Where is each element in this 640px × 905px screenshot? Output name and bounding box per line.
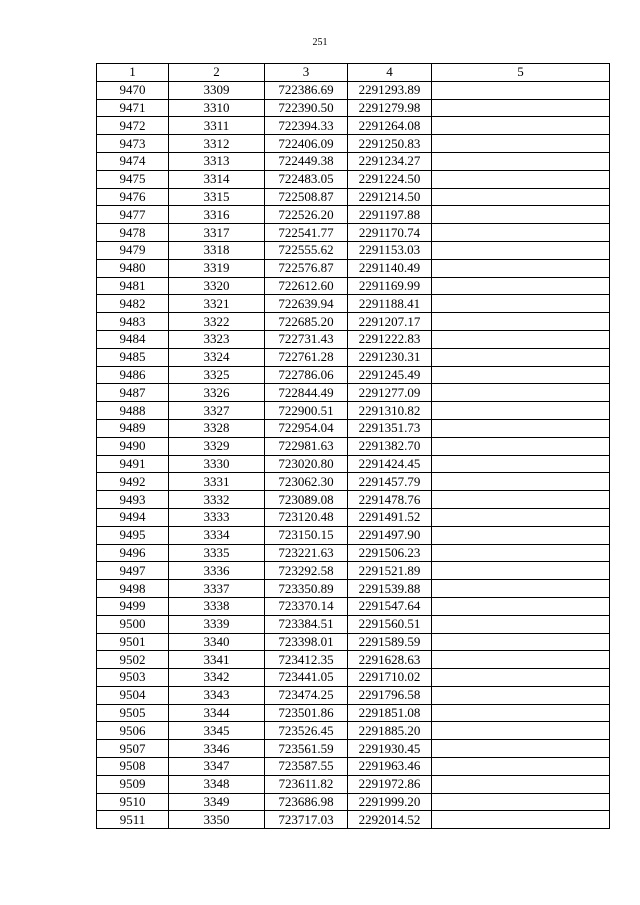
column-header-4: 4 <box>348 64 432 82</box>
point-id-cell: 9482 <box>97 295 169 313</box>
table-row <box>97 170 610 188</box>
x-coordinate-cell: 723020.80 <box>265 455 348 473</box>
point-number-cell: 3327 <box>169 402 265 420</box>
note-cell <box>432 526 610 544</box>
point-number-cell: 3337 <box>169 580 265 598</box>
table-row <box>97 651 610 669</box>
x-coordinate-cell: 722483.05 <box>265 170 348 188</box>
y-coordinate-cell: 2291293.89 <box>348 81 432 99</box>
point-id-cell: 9499 <box>97 597 169 615</box>
y-coordinate-cell: 2291169.99 <box>348 277 432 295</box>
x-coordinate-cell: 722449.38 <box>265 152 348 170</box>
point-id-cell: 9508 <box>97 758 169 776</box>
y-coordinate-cell: 2291351.73 <box>348 419 432 437</box>
y-coordinate-cell: 2291140.49 <box>348 259 432 277</box>
point-id-cell: 9472 <box>97 117 169 135</box>
x-coordinate-cell: 722394.33 <box>265 117 348 135</box>
table-row <box>97 526 610 544</box>
x-coordinate-cell: 723292.58 <box>265 562 348 580</box>
table-row <box>97 99 610 117</box>
point-number-cell: 3335 <box>169 544 265 562</box>
note-cell <box>432 597 610 615</box>
y-coordinate-cell: 2291153.03 <box>348 241 432 259</box>
point-number-cell: 3341 <box>169 651 265 669</box>
point-number-cell: 3322 <box>169 313 265 331</box>
y-coordinate-cell: 2291796.58 <box>348 686 432 704</box>
y-coordinate-cell: 2291628.63 <box>348 651 432 669</box>
x-coordinate-cell: 723587.55 <box>265 758 348 776</box>
table-row <box>97 722 610 740</box>
x-coordinate-cell: 723441.05 <box>265 669 348 687</box>
y-coordinate-cell: 2291382.70 <box>348 437 432 455</box>
point-id-cell: 9489 <box>97 419 169 437</box>
point-id-cell: 9507 <box>97 740 169 758</box>
note-cell <box>432 580 610 598</box>
column-header-5: 5 <box>432 64 610 82</box>
point-number-cell: 3329 <box>169 437 265 455</box>
point-number-cell: 3326 <box>169 384 265 402</box>
point-id-cell: 9504 <box>97 686 169 704</box>
note-cell <box>432 241 610 259</box>
table-row <box>97 633 610 651</box>
x-coordinate-cell: 722406.09 <box>265 135 348 153</box>
table-row <box>97 330 610 348</box>
y-coordinate-cell: 2291230.31 <box>348 348 432 366</box>
table-row <box>97 615 610 633</box>
y-coordinate-cell: 2291930.45 <box>348 740 432 758</box>
x-coordinate-cell: 723611.82 <box>265 775 348 793</box>
x-coordinate-cell: 722639.94 <box>265 295 348 313</box>
x-coordinate-cell: 723526.45 <box>265 722 348 740</box>
point-id-cell: 9470 <box>97 81 169 99</box>
coordinates-table <box>96 63 610 829</box>
y-coordinate-cell: 2291885.20 <box>348 722 432 740</box>
point-id-cell: 9494 <box>97 508 169 526</box>
point-id-cell: 9487 <box>97 384 169 402</box>
note-cell <box>432 758 610 776</box>
note-cell <box>432 562 610 580</box>
column-header-1: 1 <box>97 64 169 82</box>
x-coordinate-cell: 722761.28 <box>265 348 348 366</box>
point-number-cell: 3318 <box>169 241 265 259</box>
y-coordinate-cell: 2291214.50 <box>348 188 432 206</box>
table-row <box>97 259 610 277</box>
point-id-cell: 9471 <box>97 99 169 117</box>
point-id-cell: 9503 <box>97 669 169 687</box>
column-header-2: 2 <box>169 64 265 82</box>
point-id-cell: 9493 <box>97 491 169 509</box>
note-cell <box>432 722 610 740</box>
table-row <box>97 402 610 420</box>
point-number-cell: 3310 <box>169 99 265 117</box>
point-number-cell: 3342 <box>169 669 265 687</box>
point-id-cell: 9474 <box>97 152 169 170</box>
table-row <box>97 419 610 437</box>
point-number-cell: 3330 <box>169 455 265 473</box>
page-number: 251 <box>312 37 328 48</box>
note-cell <box>432 633 610 651</box>
note-cell <box>432 704 610 722</box>
note-cell <box>432 348 610 366</box>
x-coordinate-cell: 723221.63 <box>265 544 348 562</box>
note-cell <box>432 330 610 348</box>
y-coordinate-cell: 2292014.52 <box>348 811 432 829</box>
table-row <box>97 704 610 722</box>
point-number-cell: 3325 <box>169 366 265 384</box>
note-cell <box>432 437 610 455</box>
point-id-cell: 9477 <box>97 206 169 224</box>
x-coordinate-cell: 723350.89 <box>265 580 348 598</box>
x-coordinate-cell: 723370.14 <box>265 597 348 615</box>
note-cell <box>432 99 610 117</box>
point-number-cell: 3333 <box>169 508 265 526</box>
point-id-cell: 9478 <box>97 224 169 242</box>
table-row <box>97 348 610 366</box>
x-coordinate-cell: 722526.20 <box>265 206 348 224</box>
point-number-cell: 3331 <box>169 473 265 491</box>
point-number-cell: 3311 <box>169 117 265 135</box>
note-cell <box>432 188 610 206</box>
table-row <box>97 384 610 402</box>
y-coordinate-cell: 2291547.64 <box>348 597 432 615</box>
x-coordinate-cell: 723120.48 <box>265 508 348 526</box>
table-row <box>97 206 610 224</box>
point-id-cell: 9473 <box>97 135 169 153</box>
note-cell <box>432 775 610 793</box>
note-cell <box>432 473 610 491</box>
x-coordinate-cell: 723384.51 <box>265 615 348 633</box>
point-id-cell: 9510 <box>97 793 169 811</box>
note-cell <box>432 81 610 99</box>
y-coordinate-cell: 2291197.88 <box>348 206 432 224</box>
table-row <box>97 152 610 170</box>
point-id-cell: 9511 <box>97 811 169 829</box>
point-number-cell: 3328 <box>169 419 265 437</box>
note-cell <box>432 811 610 829</box>
table-row <box>97 758 610 776</box>
x-coordinate-cell: 723412.35 <box>265 651 348 669</box>
x-coordinate-cell: 722541.77 <box>265 224 348 242</box>
note-cell <box>432 669 610 687</box>
y-coordinate-cell: 2291972.86 <box>348 775 432 793</box>
note-cell <box>432 615 610 633</box>
point-id-cell: 9498 <box>97 580 169 598</box>
table-header-row <box>97 64 610 82</box>
point-id-cell: 9490 <box>97 437 169 455</box>
point-number-cell: 3314 <box>169 170 265 188</box>
point-id-cell: 9505 <box>97 704 169 722</box>
note-cell <box>432 313 610 331</box>
point-number-cell: 3349 <box>169 793 265 811</box>
note-cell <box>432 170 610 188</box>
note-cell <box>432 491 610 509</box>
note-cell <box>432 384 610 402</box>
y-coordinate-cell: 2291560.51 <box>348 615 432 633</box>
note-cell <box>432 686 610 704</box>
table-row <box>97 775 610 793</box>
point-number-cell: 3346 <box>169 740 265 758</box>
point-number-cell: 3319 <box>169 259 265 277</box>
y-coordinate-cell: 2291224.50 <box>348 170 432 188</box>
note-cell <box>432 117 610 135</box>
table-row <box>97 241 610 259</box>
note-cell <box>432 544 610 562</box>
note-cell <box>432 651 610 669</box>
point-id-cell: 9506 <box>97 722 169 740</box>
point-number-cell: 3343 <box>169 686 265 704</box>
point-id-cell: 9485 <box>97 348 169 366</box>
point-id-cell: 9479 <box>97 241 169 259</box>
y-coordinate-cell: 2291424.45 <box>348 455 432 473</box>
x-coordinate-cell: 722576.87 <box>265 259 348 277</box>
table-row <box>97 580 610 598</box>
table-row <box>97 562 610 580</box>
x-coordinate-cell: 722386.69 <box>265 81 348 99</box>
point-number-cell: 3332 <box>169 491 265 509</box>
y-coordinate-cell: 2291222.83 <box>348 330 432 348</box>
table-row <box>97 597 610 615</box>
note-cell <box>432 402 610 420</box>
table-row <box>97 491 610 509</box>
x-coordinate-cell: 723561.59 <box>265 740 348 758</box>
x-coordinate-cell: 722844.49 <box>265 384 348 402</box>
column-header-3: 3 <box>265 64 348 82</box>
table-row <box>97 473 610 491</box>
note-cell <box>432 295 610 313</box>
x-coordinate-cell: 722900.51 <box>265 402 348 420</box>
y-coordinate-cell: 2291457.79 <box>348 473 432 491</box>
y-coordinate-cell: 2291279.98 <box>348 99 432 117</box>
point-id-cell: 9481 <box>97 277 169 295</box>
note-cell <box>432 259 610 277</box>
point-id-cell: 9495 <box>97 526 169 544</box>
y-coordinate-cell: 2291245.49 <box>348 366 432 384</box>
point-number-cell: 3336 <box>169 562 265 580</box>
note-cell <box>432 508 610 526</box>
point-id-cell: 9476 <box>97 188 169 206</box>
point-id-cell: 9509 <box>97 775 169 793</box>
table-row <box>97 740 610 758</box>
point-id-cell: 9484 <box>97 330 169 348</box>
note-cell <box>432 419 610 437</box>
table-row <box>97 793 610 811</box>
point-number-cell: 3345 <box>169 722 265 740</box>
x-coordinate-cell: 722954.04 <box>265 419 348 437</box>
note-cell <box>432 793 610 811</box>
point-number-cell: 3316 <box>169 206 265 224</box>
point-id-cell: 9488 <box>97 402 169 420</box>
y-coordinate-cell: 2291207.17 <box>348 313 432 331</box>
table-row <box>97 188 610 206</box>
point-number-cell: 3339 <box>169 615 265 633</box>
x-coordinate-cell: 723686.98 <box>265 793 348 811</box>
x-coordinate-cell: 723717.03 <box>265 811 348 829</box>
y-coordinate-cell: 2291999.20 <box>348 793 432 811</box>
table-row <box>97 437 610 455</box>
x-coordinate-cell: 723089.08 <box>265 491 348 509</box>
x-coordinate-cell: 723501.86 <box>265 704 348 722</box>
y-coordinate-cell: 2291264.08 <box>348 117 432 135</box>
table-row <box>97 544 610 562</box>
y-coordinate-cell: 2291851.08 <box>348 704 432 722</box>
y-coordinate-cell: 2291539.88 <box>348 580 432 598</box>
table-row <box>97 117 610 135</box>
note-cell <box>432 455 610 473</box>
x-coordinate-cell: 722731.43 <box>265 330 348 348</box>
table-row <box>97 686 610 704</box>
point-id-cell: 9500 <box>97 615 169 633</box>
table-row <box>97 508 610 526</box>
point-id-cell: 9497 <box>97 562 169 580</box>
x-coordinate-cell: 722508.87 <box>265 188 348 206</box>
point-number-cell: 3320 <box>169 277 265 295</box>
x-coordinate-cell: 723398.01 <box>265 633 348 651</box>
x-coordinate-cell: 722390.50 <box>265 99 348 117</box>
x-coordinate-cell: 722612.60 <box>265 277 348 295</box>
table-row <box>97 669 610 687</box>
x-coordinate-cell: 722786.06 <box>265 366 348 384</box>
x-coordinate-cell: 723474.25 <box>265 686 348 704</box>
note-cell <box>432 135 610 153</box>
point-id-cell: 9491 <box>97 455 169 473</box>
table-row <box>97 135 610 153</box>
y-coordinate-cell: 2291277.09 <box>348 384 432 402</box>
y-coordinate-cell: 2291170.74 <box>348 224 432 242</box>
point-number-cell: 3350 <box>169 811 265 829</box>
point-number-cell: 3344 <box>169 704 265 722</box>
note-cell <box>432 224 610 242</box>
y-coordinate-cell: 2291491.52 <box>348 508 432 526</box>
point-id-cell: 9480 <box>97 259 169 277</box>
note-cell <box>432 206 610 224</box>
y-coordinate-cell: 2291188.41 <box>348 295 432 313</box>
point-number-cell: 3334 <box>169 526 265 544</box>
y-coordinate-cell: 2291497.90 <box>348 526 432 544</box>
point-number-cell: 3321 <box>169 295 265 313</box>
point-number-cell: 3324 <box>169 348 265 366</box>
note-cell <box>432 366 610 384</box>
x-coordinate-cell: 722685.20 <box>265 313 348 331</box>
y-coordinate-cell: 2291506.23 <box>348 544 432 562</box>
point-number-cell: 3338 <box>169 597 265 615</box>
point-id-cell: 9483 <box>97 313 169 331</box>
point-id-cell: 9475 <box>97 170 169 188</box>
point-id-cell: 9502 <box>97 651 169 669</box>
y-coordinate-cell: 2291710.02 <box>348 669 432 687</box>
note-cell <box>432 740 610 758</box>
table-row <box>97 313 610 331</box>
x-coordinate-cell: 723062.30 <box>265 473 348 491</box>
y-coordinate-cell: 2291250.83 <box>348 135 432 153</box>
table-row <box>97 224 610 242</box>
y-coordinate-cell: 2291589.59 <box>348 633 432 651</box>
point-id-cell: 9486 <box>97 366 169 384</box>
point-number-cell: 3317 <box>169 224 265 242</box>
x-coordinate-cell: 723150.15 <box>265 526 348 544</box>
point-id-cell: 9496 <box>97 544 169 562</box>
table-row <box>97 455 610 473</box>
note-cell <box>432 277 610 295</box>
table-row <box>97 366 610 384</box>
table-row <box>97 277 610 295</box>
point-number-cell: 3348 <box>169 775 265 793</box>
y-coordinate-cell: 2291478.76 <box>348 491 432 509</box>
y-coordinate-cell: 2291521.89 <box>348 562 432 580</box>
note-cell <box>432 152 610 170</box>
point-number-cell: 3313 <box>169 152 265 170</box>
table-row <box>97 811 610 829</box>
point-number-cell: 3347 <box>169 758 265 776</box>
point-id-cell: 9501 <box>97 633 169 651</box>
point-number-cell: 3312 <box>169 135 265 153</box>
table-row <box>97 295 610 313</box>
y-coordinate-cell: 2291234.27 <box>348 152 432 170</box>
table-row <box>97 81 610 99</box>
y-coordinate-cell: 2291310.82 <box>348 402 432 420</box>
point-number-cell: 3309 <box>169 81 265 99</box>
table-body <box>97 81 610 828</box>
point-number-cell: 3340 <box>169 633 265 651</box>
point-number-cell: 3315 <box>169 188 265 206</box>
x-coordinate-cell: 722555.62 <box>265 241 348 259</box>
point-number-cell: 3323 <box>169 330 265 348</box>
x-coordinate-cell: 722981.63 <box>265 437 348 455</box>
y-coordinate-cell: 2291963.46 <box>348 758 432 776</box>
point-id-cell: 9492 <box>97 473 169 491</box>
